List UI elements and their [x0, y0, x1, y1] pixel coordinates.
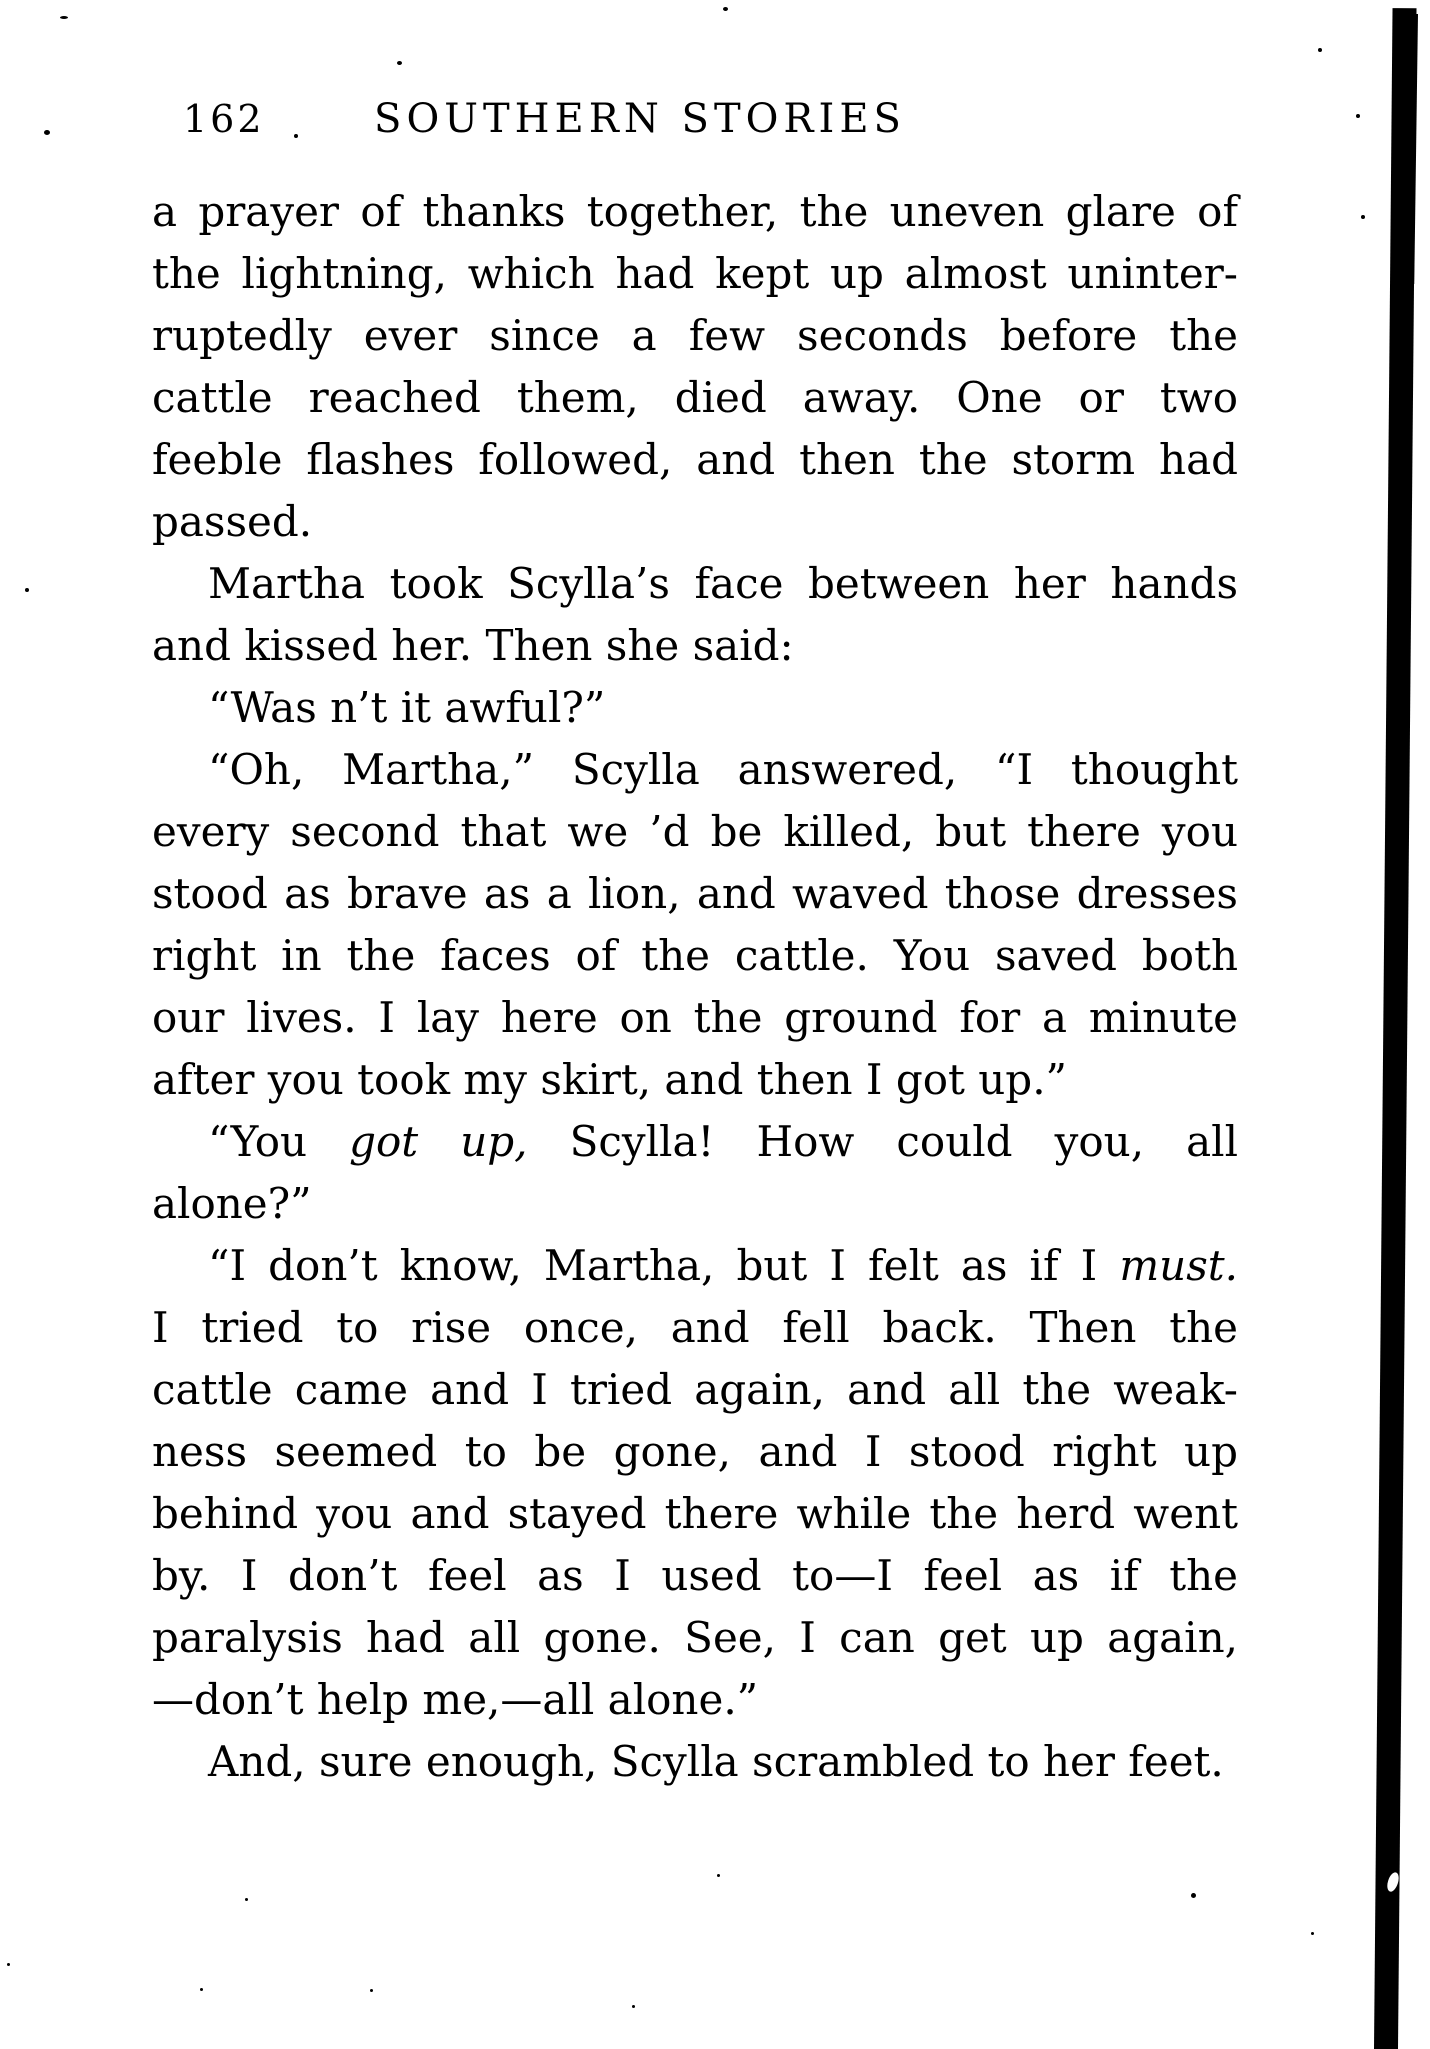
text-segment: And, sure enough, Scylla scrambled to her feet.	[208, 1737, 1224, 1786]
scan-speck	[25, 588, 29, 592]
scan-speck	[1361, 215, 1365, 219]
text-line	[152, 863, 1238, 925]
text-segment: alone?”	[152, 1179, 312, 1228]
scan-speck	[1311, 1932, 1314, 1935]
text-segment: I tried to rise once, and fell back. Then the	[152, 1303, 1238, 1352]
text-line	[152, 801, 1238, 863]
text-line	[152, 1297, 1238, 1359]
text-segment: by. I don’t feel as I used to—I feel as if the	[152, 1551, 1238, 1600]
text-line	[152, 553, 1238, 615]
text-line	[152, 181, 1238, 243]
scan-speck	[397, 61, 402, 65]
text-segment: feeble flashes followed, and then the storm had	[152, 435, 1238, 484]
text-segment: the lightning, which had kept up almost uninter-	[152, 249, 1238, 298]
scan-speck	[370, 1989, 373, 1992]
text-segment-italic: must.	[1119, 1241, 1238, 1290]
text-segment: ruptedly ever since a few seconds before the	[152, 311, 1238, 360]
text-line	[152, 1731, 1238, 1793]
text-line	[152, 429, 1238, 491]
text-line	[152, 677, 1238, 739]
scan-speck	[723, 7, 728, 11]
text-segment: stood as brave as a lion, and waved those dresses	[152, 869, 1238, 918]
scan-gutter-band	[1374, 8, 1417, 2049]
text-segment: ness seemed to be gone, and I stood right up	[152, 1427, 1238, 1476]
text-line	[152, 1669, 1238, 1731]
text-line	[152, 1235, 1238, 1297]
page-number: 162	[183, 97, 265, 141]
text-line	[152, 1359, 1238, 1421]
scan-speck	[200, 1988, 203, 1991]
text-segment: “Was n’t it awful?”	[208, 683, 606, 732]
text-segment: cattle came and I tried again, and all the weak-	[152, 1365, 1238, 1414]
scan-speck	[294, 134, 298, 138]
scan-speck	[60, 16, 68, 19]
text-line	[152, 1607, 1238, 1669]
text-segment: Scylla! How could you, all	[527, 1117, 1239, 1166]
text-line	[152, 243, 1238, 305]
text-segment: paralysis had all gone. See, I can get up again,	[152, 1613, 1238, 1662]
text-segment: cattle reached them, died away. One or two	[152, 373, 1238, 422]
scan-speck	[1191, 1893, 1196, 1898]
text-segment-italic: got up,	[349, 1117, 528, 1166]
text-segment: right in the faces of the cattle. You saved both	[152, 931, 1238, 980]
scan-speck	[1318, 48, 1322, 52]
text-line	[152, 1483, 1238, 1545]
text-segment: —don’t help me,—all alone.”	[152, 1675, 759, 1724]
text-segment: a prayer of thanks together, the uneven glare of	[152, 187, 1238, 236]
text-segment: after you took my skirt, and then I got up.”	[152, 1055, 1068, 1104]
text-line	[152, 987, 1238, 1049]
text-segment: passed.	[152, 497, 313, 546]
text-segment: “You	[208, 1117, 350, 1166]
scan-speck	[717, 1874, 720, 1877]
scan-speck	[44, 130, 50, 135]
text-segment: “Oh, Martha,” Scylla answered, “I thought	[208, 745, 1238, 794]
text-line	[152, 1421, 1238, 1483]
running-head-title: SOUTHERN STORIES	[374, 96, 906, 142]
text-line	[152, 1173, 1238, 1235]
text-segment: our lives. I lay here on the ground for a minute	[152, 993, 1238, 1042]
text-segment: every second that we ’d be killed, but there you	[152, 807, 1238, 856]
text-line	[152, 1545, 1238, 1607]
text-line	[152, 925, 1238, 987]
text-line	[152, 739, 1238, 801]
text-line	[152, 1111, 1238, 1173]
text-segment: Martha took Scylla’s face between her hands	[208, 559, 1238, 608]
text-line	[152, 615, 1238, 677]
text-line	[152, 305, 1238, 367]
scan-speck	[632, 2005, 635, 2008]
text-segment: and kissed her. Then she said:	[152, 621, 794, 670]
text-line	[152, 1049, 1238, 1111]
scan-speck	[245, 1898, 248, 1901]
body-text-block	[152, 181, 1238, 1793]
text-line	[152, 367, 1238, 429]
text-segment: “I don’t know, Martha, but I felt as if I	[208, 1241, 1120, 1290]
text-segment: behind you and stayed there while the herd went	[152, 1489, 1238, 1538]
scan-speck	[1356, 114, 1360, 118]
text-line	[152, 491, 1238, 553]
scan-speck	[7, 1963, 10, 1966]
